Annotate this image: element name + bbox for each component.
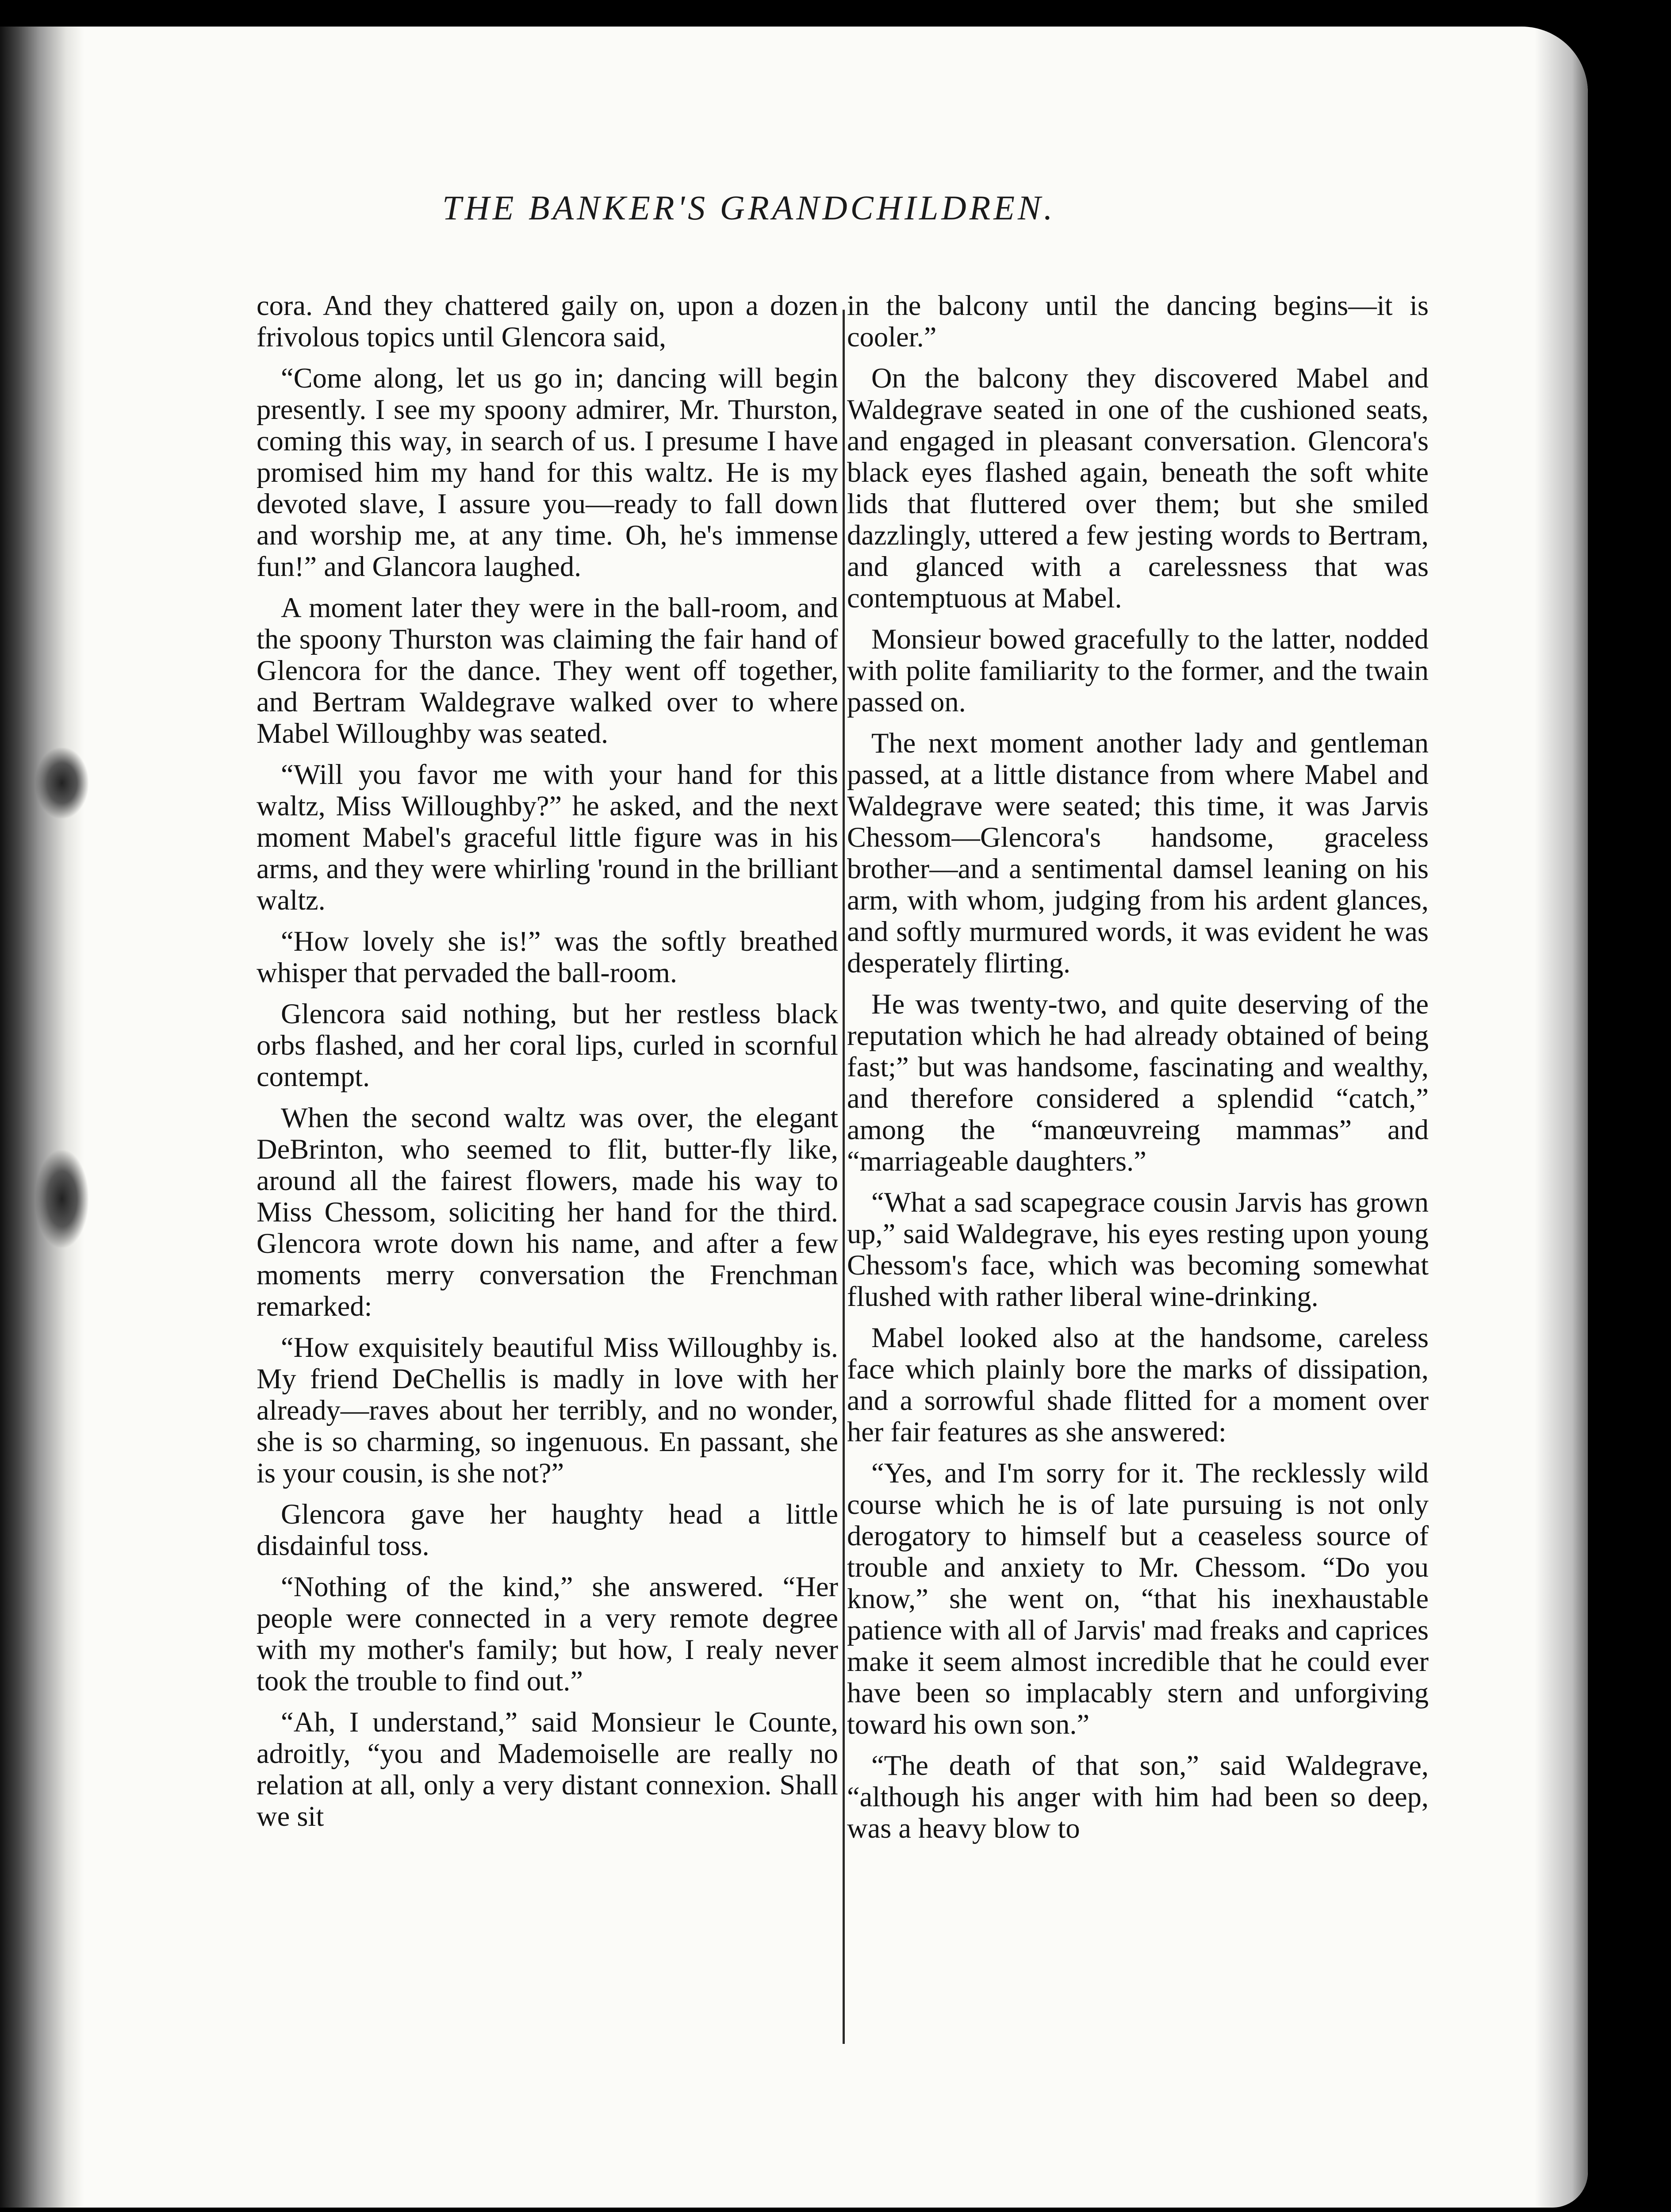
paragraph: “Ah, I understand,” said Monsieur le Counte, adroitly, “you and Mademoiselle are really no relation at all, only a very distant connexion. Shall we sit (257, 1706, 838, 1832)
paragraph: The next moment another lady and gentleman passed, at a little distance from where Mabel and Waldegrave were seated; this time, it was Jarvis Chessom—Glencora's handsome, graceless brother—and a sentimental damsel leaning on his arm, with whom, judging from his ardent glances, and softly murmured words, it was evident he was desperately flirting. (847, 727, 1429, 979)
paragraph: “Yes, and I'm sorry for it. The recklessly wild course which he is of late pursuing is not only derogatory to himself but a ceaseless source of trouble and anxiety to Mr. Chessom. “Do you know,” she went on, “that his inexhaustable patience with all of Jarvis' mad freaks and caprices make it seem almost incredible that he could ever have been so implacably stern and unforgiving toward his own son.” (847, 1457, 1429, 1740)
paragraph: “Will you favor me with your hand for this waltz, Miss Willoughby?” he asked, and the next moment Mabel's graceful little figure was in his arms, and they were whirling 'round in the brilliant waltz. (257, 759, 838, 916)
column-divider (843, 310, 845, 2044)
left-column (257, 290, 838, 1842)
paragraph: “Come along, let us go in; dancing will begin presently. I see my spoony admirer, Mr. Thurston, coming this way, in search of us. I presume I have promised him my hand for this waltz. He is my devoted slave, I assure you—ready to fall down and worship me, at any time. Oh, he's immense fun!” and Glancora laughed. (257, 362, 838, 582)
page-edge-shadow (1535, 27, 1588, 2208)
page-gutter-shadow (0, 27, 84, 2208)
paragraph: in the balcony until the dancing begins—it is cooler.” (847, 290, 1429, 353)
book-page (0, 27, 1588, 2208)
ink-blot-decoration (35, 748, 88, 818)
right-column (847, 290, 1429, 1854)
paragraph: cora. And they chattered gaily on, upon a dozen frivolous topics until Glencora said, (257, 290, 838, 353)
paragraph: Glencora said nothing, but her restless black orbs flashed, and her coral lips, curled in scornful contempt. (257, 998, 838, 1092)
paragraph: “How exquisitely beautiful Miss Willoughby is. My friend DeChellis is madly in love with her already—raves about her terribly, and no wonder, she is so charming, so ingenuous. En passant, she is your cousin, is she not?” (257, 1332, 838, 1489)
paragraph: Mabel looked also at the handsome, careless face which plainly bore the marks of dissipation, and a sorrowful shade flitted for a moment over her fair features as she answered: (847, 1322, 1429, 1448)
ink-blot-decoration (35, 1150, 88, 1248)
running-head: THE BANKER'S GRANDCHILDREN. (442, 188, 1056, 227)
paragraph: Glencora gave her haughty head a little disdainful toss. (257, 1498, 838, 1561)
paragraph: Monsieur bowed gracefully to the latter, nodded with polite familiarity to the former, and the twain passed on. (847, 623, 1429, 718)
paragraph: “Nothing of the kind,” she answered. “Her people were connected in a very remote degree with my mother's family; but how, I realy never took the trouble to find out.” (257, 1571, 838, 1697)
paragraph: “How lovely she is!” was the softly breathed whisper that pervaded the ball-room. (257, 926, 838, 988)
paragraph: A moment later they were in the ball-room, and the spoony Thurston was claiming the fair hand of Glencora for the dance. They went off together, and Bertram Waldegrave walked over to where Mabel Willoughby was seated. (257, 592, 838, 749)
paragraph: He was twenty-two, and quite deserving of the reputation which he had already obtained of being fast;” but was handsome, fascinating and wealthy, and therefore considered a splendid “catch,” among the “manœuvreing mammas” and “marriageable daughters.” (847, 988, 1429, 1177)
paragraph: “What a sad scapegrace cousin Jarvis has grown up,” said Waldegrave, his eyes resting upon young Chessom's face, which was becoming somewhat flushed with rather liberal wine-drinking. (847, 1187, 1429, 1312)
paragraph: When the second waltz was over, the elegant DeBrinton, who seemed to flit, butter-fly like, around all the fairest flowers, made his way to Miss Chessom, soliciting her hand for the third. Glencora wrote down his name, and after a few moments merry conversation the Frenchman remarked: (257, 1102, 838, 1322)
paragraph: On the balcony they discovered Mabel and Waldegrave seated in one of the cushioned seats, and engaged in pleasant conversation. Glencora's black eyes flashed again, beneath the soft white lids that fluttered over them; but she smiled dazzlingly, uttered a few jesting words to Bertram, and glanced with a carelessness that was contemptuous at Mabel. (847, 362, 1429, 614)
paragraph: “The death of that son,” said Waldegrave, “although his anger with him had been so deep, was a heavy blow to (847, 1750, 1429, 1844)
